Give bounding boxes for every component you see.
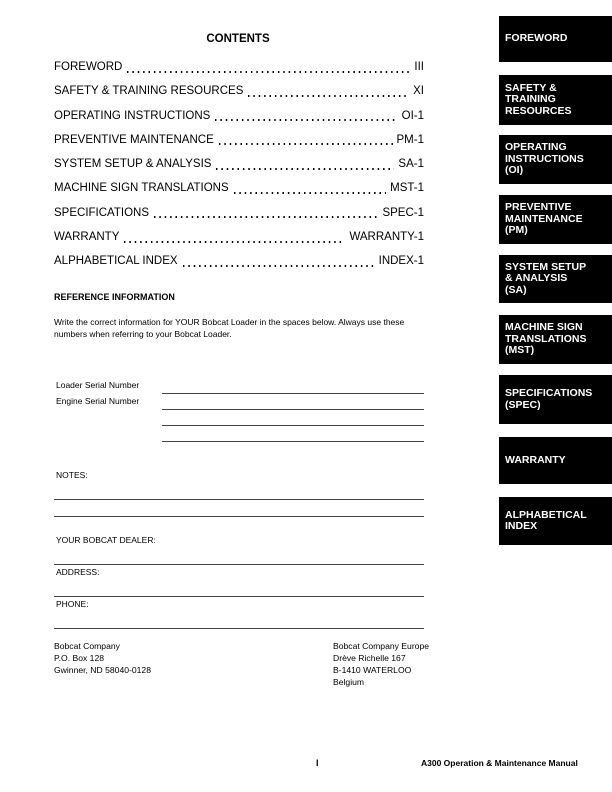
tab-label: FOREWORD <box>505 32 568 45</box>
dealer-field[interactable] <box>54 564 424 565</box>
tab-safety[interactable] <box>499 75 612 125</box>
tab-label: ALPHABETICAL INDEX <box>505 508 587 532</box>
toc-label: ALPHABETICAL INDEX <box>54 255 178 268</box>
toc-page: INDEX-1 <box>378 255 424 268</box>
loader-serial-field[interactable] <box>162 393 424 394</box>
tab-system-setup[interactable] <box>499 255 612 303</box>
tab-specifications[interactable] <box>499 375 612 424</box>
toc-page: SA-1 <box>398 158 424 171</box>
tab-label: SAFETY & TRAINING RESOURCES <box>505 81 572 117</box>
page-number: I <box>316 758 319 768</box>
toc-row[interactable] <box>54 228 424 252</box>
tab-label: SYSTEM SETUP & ANALYSIS (SA) <box>505 260 587 296</box>
company-us-address <box>54 640 151 676</box>
phone-label: PHONE: <box>56 599 89 609</box>
notes-label: NOTES: <box>56 470 88 480</box>
phone-field[interactable] <box>54 628 424 629</box>
address-field[interactable] <box>54 596 424 597</box>
tab-label: PREVENTIVE MAINTENANCE (PM) <box>505 201 583 237</box>
tab-label: MACHINE SIGN TRANSLATIONS (MST) <box>505 321 587 357</box>
company-eu-line: Belgium <box>333 677 365 687</box>
dealer-label: YOUR BOBCAT DEALER: <box>56 535 156 545</box>
serial-extra-field[interactable] <box>162 441 424 442</box>
tab-alphabetical-index[interactable] <box>499 497 612 545</box>
toc-label: SPECIFICATIONS <box>54 206 149 219</box>
toc-label: FOREWORD <box>54 61 123 73</box>
tab-operating-instructions[interactable] <box>499 135 612 184</box>
toc-leader <box>246 95 409 97</box>
toc-page: WARRANTY-1 <box>349 231 424 244</box>
toc-label: SAFETY & TRAINING RESOURCES <box>54 85 244 98</box>
toc-label: WARRANTY <box>54 231 120 244</box>
toc-page: PM-1 <box>396 133 424 146</box>
address-label: ADDRESS: <box>56 567 100 577</box>
tab-label: SPECIFICATIONS (SPEC) <box>505 387 593 411</box>
tab-label: OPERATING INSTRUCTIONS (OI) <box>505 141 584 177</box>
contents-title: CONTENTS <box>206 33 270 45</box>
toc-row[interactable] <box>54 58 424 82</box>
reference-instructions: Write the correct information for YOUR Bobcat Loader in the spaces below. Always use these numbers when referring to your Bobcat Loader. <box>54 317 405 339</box>
toc-leader <box>217 143 393 145</box>
tab-preventive-maintenance[interactable] <box>499 195 612 244</box>
toc-page: OI-1 <box>401 109 424 122</box>
company-eu-line: Drève Richelle 167 <box>333 653 406 663</box>
tab-foreword[interactable] <box>499 16 612 62</box>
toc-row[interactable] <box>54 82 424 106</box>
toc-leader <box>214 168 394 170</box>
company-eu-address <box>333 640 429 688</box>
toc-page: SPEC-1 <box>382 206 424 219</box>
toc-row[interactable] <box>54 179 424 203</box>
toc-row[interactable] <box>54 131 424 155</box>
toc-label: PREVENTIVE MAINTENANCE <box>54 133 214 146</box>
notes-field[interactable] <box>54 499 424 500</box>
loader-serial-label: Loader Serial Number <box>56 380 140 390</box>
company-us-line: Bobcat Company <box>54 641 120 651</box>
tab-machine-sign[interactable] <box>499 315 612 364</box>
company-eu-line: Bobcat Company Europe <box>333 641 430 651</box>
reference-heading: REFERENCE INFORMATION <box>54 292 175 302</box>
toc-page: XI <box>413 85 424 98</box>
toc-row[interactable] <box>54 155 424 179</box>
toc-label: MACHINE SIGN TRANSLATIONS <box>54 182 229 195</box>
toc-label: SYSTEM SETUP & ANALYSIS <box>54 158 212 171</box>
tab-label: WARRANTY <box>505 453 566 466</box>
toc-leader <box>181 265 375 267</box>
toc-row[interactable] <box>54 204 424 228</box>
toc-page: MST-1 <box>390 182 424 195</box>
toc-leader <box>122 241 345 243</box>
toc-leader <box>213 119 398 121</box>
toc-label: OPERATING INSTRUCTIONS <box>54 109 211 122</box>
toc-page: III <box>414 61 424 73</box>
toc-row[interactable] <box>54 107 424 131</box>
engine-serial-field[interactable] <box>162 409 424 410</box>
manual-title: A300 Operation & Maintenance Manual <box>421 758 578 768</box>
toc-leader <box>232 192 386 194</box>
table-of-contents <box>54 58 424 277</box>
toc-leader <box>125 71 410 73</box>
company-us-line: Gwinner, ND 58040-0128 <box>54 665 151 675</box>
engine-serial-label: Engine Serial Number <box>56 396 140 406</box>
company-eu-line: B-1410 WATERLOO <box>333 665 412 675</box>
serial-extra-field[interactable] <box>162 425 424 426</box>
toc-row[interactable] <box>54 252 424 276</box>
notes-field[interactable] <box>54 516 424 517</box>
company-us-line: P.O. Box 128 <box>54 653 105 663</box>
tab-warranty[interactable] <box>499 437 612 484</box>
toc-leader <box>152 216 378 218</box>
